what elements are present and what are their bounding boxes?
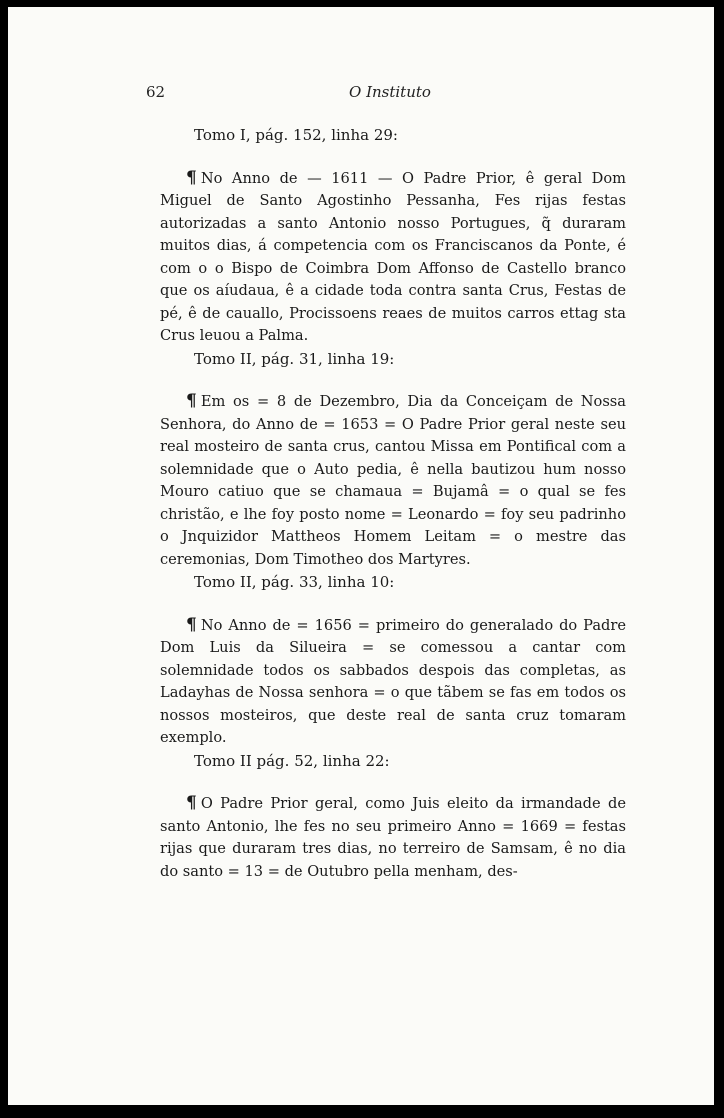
paragraph: [160, 792, 626, 883]
reference-line: Tomo I, pág. 152, linha 29:: [194, 126, 398, 144]
paragraph-text: No Anno de = 1656 = primeiro do generalado do Padre Dom Luis da Silueira = se comessou a cantar com solemnidade todos os sabbados despois das completas, as Ladayhas de Nossa senhora = o que tãbem se fas em todos os nossos mosteiros, que deste real de santa cruz tomaram exemplo.: [160, 616, 626, 746]
paragraph-text: O Padre Prior geral, como Juis eleito da irmandade de santo Antonio, lhe fes no seu primeiro Anno = 1669 = festas rijas que duraram tres dias, no terreiro de Samsam, ê no dia do santo = 13 = de Outubro pella menham, des-: [160, 795, 626, 880]
page-content: [160, 124, 626, 883]
paragraph: [160, 167, 626, 348]
reference-line: Tomo II pág. 52, linha 22:: [194, 751, 390, 770]
entry-1: [160, 124, 626, 348]
running-title: O Instituto: [349, 83, 431, 101]
reference-line: Tomo II, pág. 33, linha 10:: [194, 573, 395, 591]
paragraph-mark-icon: ¶: [186, 391, 197, 411]
paragraph: [160, 390, 626, 571]
entry-2: [160, 348, 626, 572]
entry-3: [160, 571, 626, 750]
entry-4: [160, 750, 626, 884]
paragraph-mark-icon: ¶: [186, 614, 197, 635]
paragraph-mark-icon: ¶: [186, 793, 197, 813]
paragraph-text: Em os = 8 de Dezembro, Dia da Conceiçam de Nossa Senhora, do Anno de = 1653 = O Padre Prior geral neste seu real mosteiro de santa crus, cantou Missa em Pontifical com a solemnidade que o Auto pedia, ê nella bautizou hum nosso Mouro catiuo que se chamaua = Bujamâ = o qual se fes christão, e lhe foy posto nome = Leonardo = foy seu padrinho o Jnquizidor Mattheos Homem Leitam = o mestre das ceremonias, Dom Timotheo dos Martyres.: [160, 393, 626, 568]
paragraph-mark-icon: ¶: [186, 167, 197, 188]
reference-line: Tomo II, pág. 31, linha 19:: [194, 349, 395, 368]
paragraph-text: No Anno de — 1611 — O Padre Prior, ê geral Dom Miguel de Santo Agostinho Pessanha, Fes rijas festas autorizadas a santo Antonio nosso Portugues, q̃ duraram muitos dias, á competencia com os Franciscanos da Ponte, é com o o Bispo de Coimbra Dom Affonso de Castello branco que os aíudaua, ê a cidade toda contra santa Crus, Festas de pé, ê de cauallo, Procissoens reaes de muitos carros ettag sta Crus leuou a Palma.: [160, 169, 626, 344]
book-page: [8, 7, 714, 1105]
paragraph: [160, 614, 626, 750]
page-number: 62: [146, 83, 166, 101]
page-header: [8, 79, 714, 105]
